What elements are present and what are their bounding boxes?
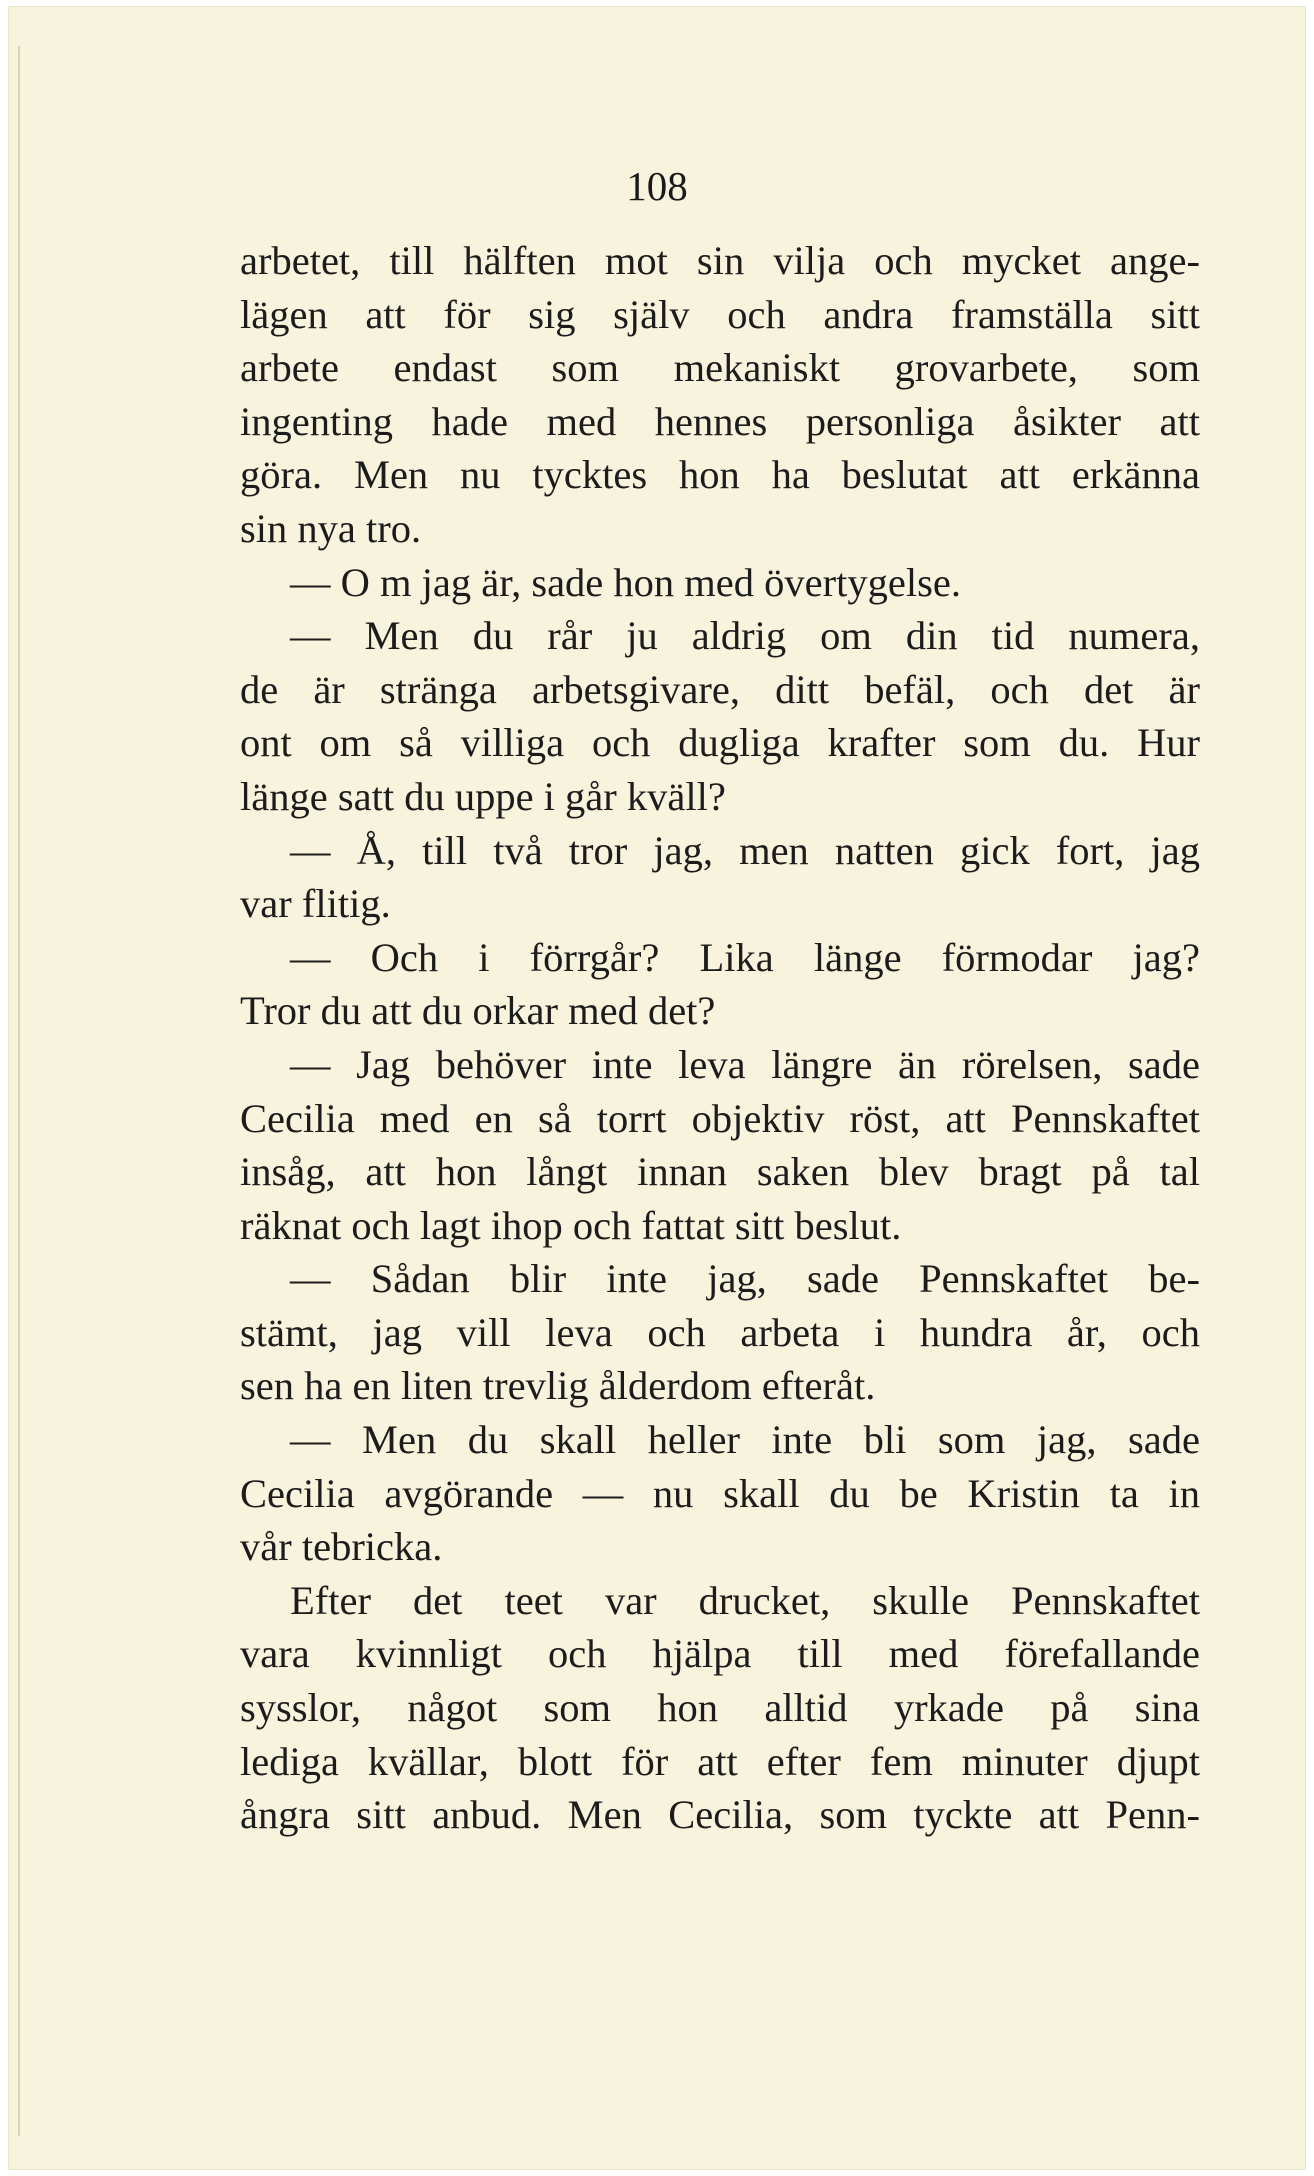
text-line: länge satt du uppe i går kväll?	[240, 773, 726, 819]
text-line: arbete endast som mekaniskt grovarbete, som	[240, 345, 1200, 391]
text-line: sysslor, något som hon alltid yrkade på sina	[240, 1685, 1200, 1731]
text-line: Cecilia med en så torrt objektiv röst, att Pennskaftet	[240, 1095, 1200, 1141]
body-text	[240, 234, 1200, 1842]
text-line: ingenting hade med hennes personliga åsikter att	[240, 398, 1200, 444]
text-line: ont om så villiga och dugliga krafter som du. Hur	[240, 720, 1200, 766]
text-line: vår tebricka.	[240, 1524, 443, 1570]
text-line: lediga kvällar, blott för att efter fem minuter djupt	[240, 1738, 1200, 1784]
text-line: stämt, jag vill leva och arbeta i hundra år, och	[240, 1309, 1200, 1355]
text-line: sen ha en liten trevlig ålderdom efteråt.	[240, 1363, 876, 1409]
text-line: Efter det teet var drucket, skulle Pennskaftet	[290, 1577, 1200, 1623]
text-line: ångra sitt anbud. Men Cecilia, som tyckte att Penn-	[240, 1792, 1200, 1838]
text-line: — Men du skall heller inte bli som jag, sade	[290, 1417, 1200, 1463]
text-line: sin nya tro.	[240, 505, 422, 551]
text-line: — O m jag är, sade hon med övertygelse.	[290, 559, 961, 605]
text-line: — Och i förrgår? Lika länge förmodar jag?	[290, 934, 1200, 980]
text-line: arbetet, till hälften mot sin vilja och mycket ange-	[240, 238, 1200, 283]
text-line: lägen att för sig själv och andra framställa sitt	[240, 291, 1200, 337]
text-line: Tror du att du orkar med det?	[240, 988, 716, 1034]
book-page	[8, 6, 1306, 2170]
text-line: — Å, till två tror jag, men natten gick fort, jag	[290, 827, 1200, 873]
text-line: — Sådan blir inte jag, sade Pennskaftet be-	[290, 1256, 1200, 1302]
text-line: var flitig.	[240, 881, 391, 927]
text-line: räknat och lagt ihop och fattat sitt beslut.	[240, 1202, 902, 1248]
text-line: — Jag behöver inte leva längre än rörelsen, sade	[290, 1041, 1200, 1087]
text-line: de är stränga arbetsgivare, ditt befäl, och det är	[240, 666, 1200, 712]
text-line: Cecilia avgörande — nu skall du be Kristin ta in	[240, 1470, 1200, 1516]
page-edge-shadow	[18, 46, 20, 2136]
text-line: insåg, att hon långt innan saken blev bragt på tal	[240, 1149, 1200, 1195]
text-line: göra. Men nu tycktes hon ha beslutat att erkänna	[240, 452, 1200, 498]
page-number: 108	[626, 163, 688, 209]
text-line: vara kvinnligt och hjälpa till med förefallande	[240, 1631, 1200, 1677]
text-line: — Men du rår ju aldrig om din tid numera,	[290, 613, 1200, 659]
